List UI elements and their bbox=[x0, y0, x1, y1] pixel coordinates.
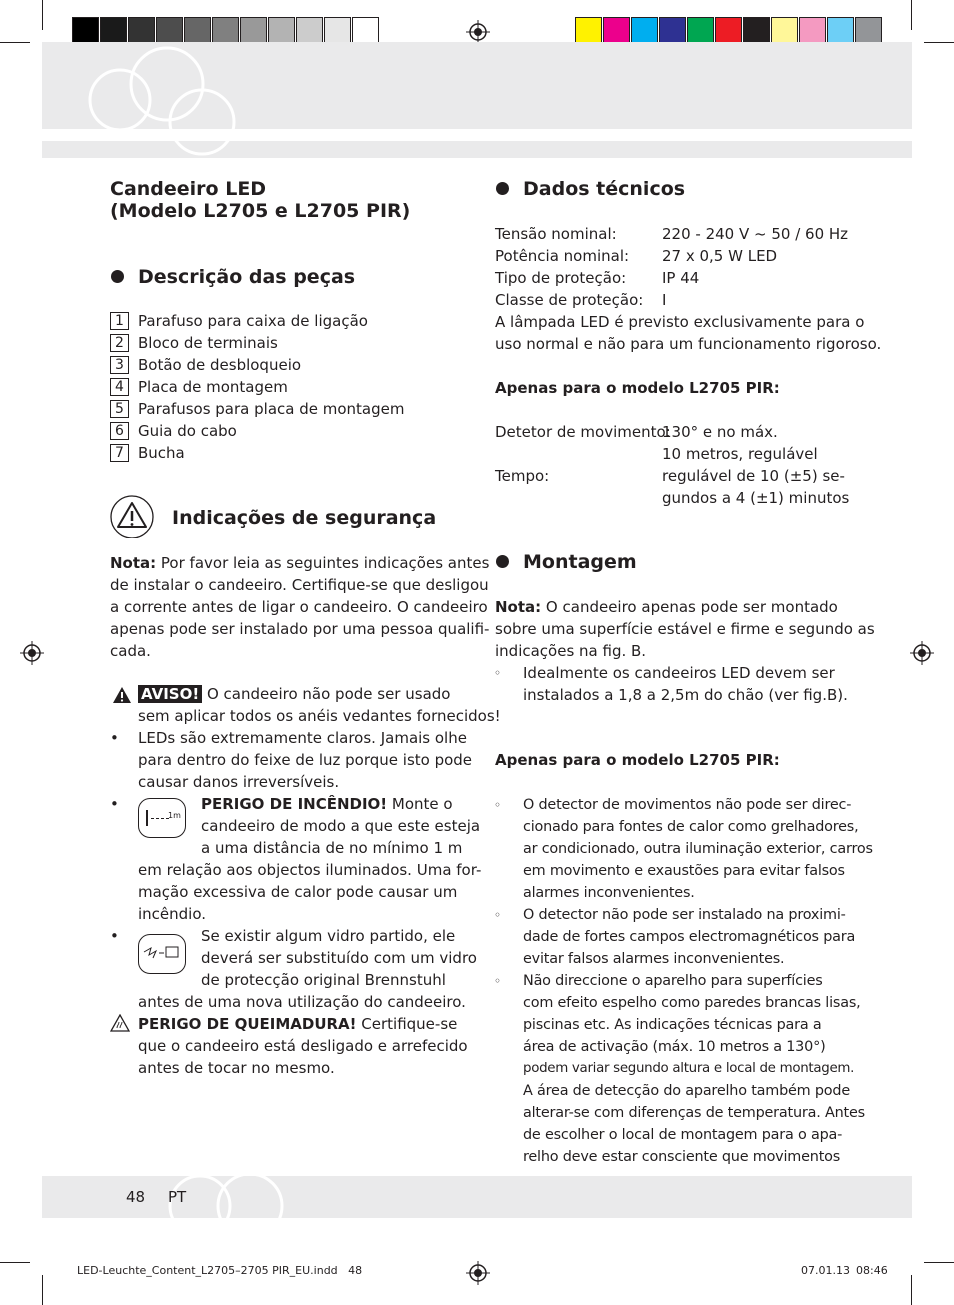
crop-mark bbox=[911, 1275, 912, 1305]
tech-value: 27 x 0,5 W LED bbox=[662, 247, 778, 265]
part-number-box: 4 bbox=[110, 378, 129, 396]
tech-key: Tensão nominal: bbox=[495, 225, 617, 243]
distance-1m-icon: 1m bbox=[138, 798, 186, 838]
heading-bullet bbox=[111, 270, 124, 283]
mount-note: Nota: O candeeiro apenas pode ser montado sobre uma superfície estável e firme e segundo as indicações na fig. B. bbox=[495, 598, 875, 660]
heading-bullet bbox=[496, 555, 509, 568]
language-code: PT bbox=[168, 1188, 187, 1206]
part-number-box: 3 bbox=[110, 356, 129, 374]
pir-item: O detector não pode ser instalado na proximi- dade de fortes campos electromagnéticos para evitar falsos alarmes inconvenientes. bbox=[523, 907, 856, 967]
circle-bullet: ◦ bbox=[494, 974, 502, 988]
decorative-circles-icon bbox=[85, 44, 245, 156]
circle-bullet: ◦ bbox=[494, 908, 502, 922]
aviso-badge: AVISO! bbox=[138, 685, 202, 703]
warning-triangle-icon bbox=[112, 686, 132, 704]
mount-item: Idealmente os candeeiros LED devem ser instalados a 1,8 a 2,5m do chão (ver fig.B). bbox=[523, 664, 848, 704]
tech-key: Classe de proteção: bbox=[495, 291, 644, 309]
crop-mark bbox=[0, 42, 30, 43]
tech-key: Potência nominal: bbox=[495, 247, 630, 265]
circle-bullet: ◦ bbox=[494, 666, 502, 680]
part-number-box: 5 bbox=[110, 400, 129, 418]
registration-mark-icon bbox=[466, 1261, 490, 1285]
part-label: Parafuso para caixa de ligação bbox=[138, 312, 368, 330]
glass-warning: Se existir algum vidro partido, ele deverá ser substituído com um vidro de protecção original Brennstuhl bbox=[201, 927, 477, 989]
time-value: regulável de 10 (±5) se- gundos a 4 (±1) minutos bbox=[662, 467, 850, 507]
page-title: Candeeiro LED (Modelo L2705 e L2705 PIR) bbox=[110, 178, 411, 222]
crop-mark bbox=[911, 0, 912, 30]
tech-heading: Dados técnicos bbox=[523, 178, 686, 200]
warning-triangle-icon bbox=[108, 494, 156, 538]
page-number: 48 bbox=[126, 1188, 146, 1206]
file-slug: LED-Leuchte_Content_L2705–2705 PIR_EU.indd 48 bbox=[77, 1264, 363, 1277]
part-number-box: 2 bbox=[110, 334, 129, 352]
glass-warning-cont: antes de uma nova utilização do candeeiro. bbox=[138, 993, 466, 1011]
tech-value: I bbox=[662, 291, 667, 309]
part-label: Bloco de terminais bbox=[138, 334, 278, 352]
heading-bullet bbox=[496, 182, 509, 195]
crop-mark bbox=[42, 1275, 43, 1305]
broken-glass-icon bbox=[138, 934, 186, 974]
tech-note: A lâmpada LED é previsto exclusivamente para o uso normal e não para um funcionamento rigoroso. bbox=[495, 313, 882, 353]
hot-surface-warning-icon bbox=[110, 1014, 130, 1032]
pir-heading: Apenas para o modelo L2705 PIR: bbox=[495, 751, 780, 769]
safety-note: Nota: Por favor leia as seguintes indicações antes de instalar o candeeiro. Certifique-se que desligou a corrente antes de ligar o candeeiro. O candeeiro apenas pode ser instalado por uma pessoa qualifi- cada. bbox=[110, 554, 490, 660]
registration-mark-icon bbox=[910, 641, 934, 665]
part-number-box: 6 bbox=[110, 422, 129, 440]
fire-warning-cont: em relação aos objectos iluminados. Uma for- mação excessiva de calor pode causar um incêndio. bbox=[138, 861, 482, 923]
time-label: Tempo: bbox=[495, 467, 550, 485]
bullet-marker: • bbox=[110, 795, 119, 813]
part-label: Parafusos para placa de montagem bbox=[138, 400, 405, 418]
pir-item: Não direccione o aparelho para superfícies com efeito espelho como paredes brancas lisas, piscinas etc. As indicações técnicas para a área de activação (máx. 10 metros a 130°) podem variar segundo altura e local de montagem. A área de detecção do aparelho também pode alterar-se com diferenças de temperatura. Antes de escolher o local de montagem para o apa- relho deve estar consciente que movimentos bbox=[523, 973, 865, 1165]
burn-warning: PERIGO DE QUEIMADURA! Certifique-se que o candeeiro está desligado e arrefecido antes de tocar no mesmo. bbox=[138, 1015, 468, 1077]
part-number-box: 1 bbox=[110, 312, 129, 330]
part-number-box: 7 bbox=[110, 444, 129, 462]
fire-warning: PERIGO DE INCÊNDIO! Monte o candeeiro de modo a que este esteja a uma distância de no mínimo 1 m bbox=[201, 795, 481, 857]
pir-heading: Apenas para o modelo L2705 PIR: bbox=[495, 379, 780, 397]
circle-bullet: ◦ bbox=[494, 798, 502, 812]
parts-heading: Descrição das peças bbox=[138, 266, 356, 288]
part-label: Placa de montagem bbox=[138, 378, 288, 396]
pir-item: O detector de movimentos não pode ser direc- cionado para fontes de calor como grelhadores, ar condicionado, outra iluminação exterior, carros em movimento e exaustões para evitar falsos alarmes inconvenientes. bbox=[523, 797, 873, 901]
safety-heading: Indicações de segurança bbox=[172, 507, 437, 529]
bullet-marker: • bbox=[110, 729, 119, 747]
part-label: Guia do cabo bbox=[138, 422, 237, 440]
part-label: Bucha bbox=[138, 444, 185, 462]
led-warning: LEDs são extremamente claros. Jamais olhe para dentro do feixe de luz porque isto pode causar danos irreversíveis. bbox=[138, 729, 473, 791]
tech-value: 220 - 240 V ~ 50 / 60 Hz bbox=[662, 225, 849, 243]
print-date: 07.01.13 bbox=[801, 1264, 850, 1277]
tech-value: IP 44 bbox=[662, 269, 700, 287]
tech-key: Tipo de proteção: bbox=[495, 269, 627, 287]
registration-mark-icon bbox=[20, 641, 44, 665]
crop-mark bbox=[42, 0, 43, 30]
bullet-marker: • bbox=[110, 927, 119, 945]
mount-heading: Montagem bbox=[523, 551, 637, 573]
part-label: Botão de desbloqueio bbox=[138, 356, 302, 374]
crop-mark bbox=[924, 1262, 954, 1263]
registration-mark-icon bbox=[466, 20, 490, 44]
detector-label: Detetor de movimento: bbox=[495, 423, 671, 441]
detector-value: 130° e no máx. 10 metros, regulável bbox=[662, 423, 818, 463]
print-time: 08:46 bbox=[856, 1264, 888, 1277]
crop-mark bbox=[0, 1262, 30, 1263]
crop-mark bbox=[924, 42, 954, 43]
aviso-warning: AVISO! O candeeiro não pode ser usado sem aplicar todos os anéis vedantes fornecidos! bbox=[138, 685, 501, 725]
